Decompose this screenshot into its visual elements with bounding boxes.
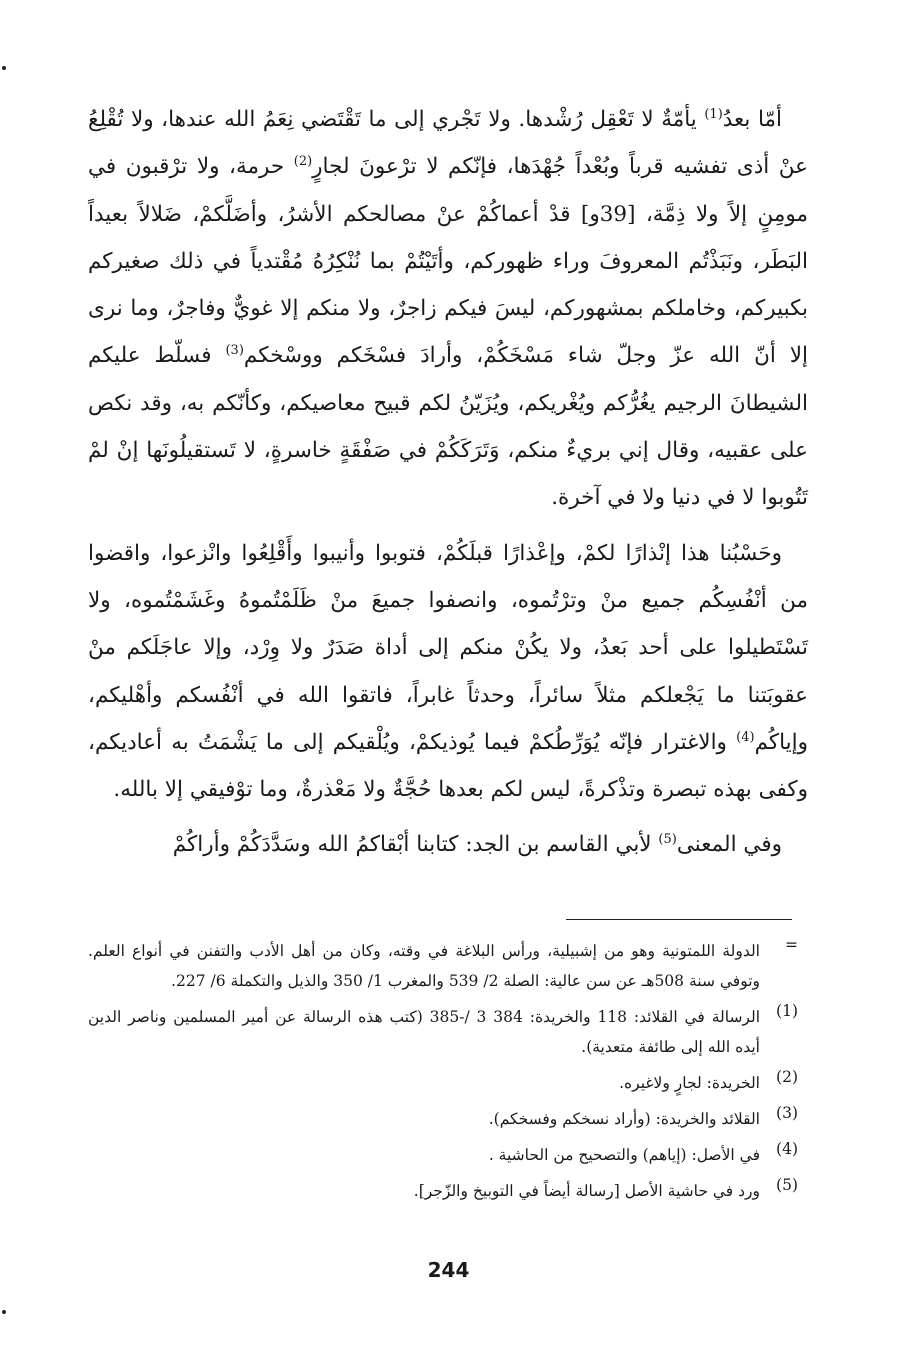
footnote-2 (88, 1068, 808, 1098)
paragraph-1 (88, 96, 808, 522)
footnote-ref-5[interactable]: (5) (658, 832, 677, 848)
footnotes (88, 936, 808, 1212)
text-run: حرمة، ولا ترْقبون في مومِنٍ إلاً ولا ذِمَّة، [39و] قدْ أعماكُمْ عنْ مصالحكم الأشرُ، وأضَلَّكمْ، ضَلالاً بعيداً البَطَر، ونَبَذْتُم المعروفَ وراء ظهوركم، وأتَيْتُمْ بما نُنْكِرُهُ مُقْتدياً في ذلك صغيركم بكبيركم، وخاملكم بمشهوركم، ليسَ فيكم زاجرٌ، ولا منكم إلا غويٌّ وفاجرٌ، وما نرى إلا أنّ الله عزّ وجلّ شاء مَسْخَكُمْ، وأرادَ فسْخَكم ووسْخكم (88, 154, 808, 369)
text-run: لأبي القاسم بن الجد: كتابنا أبْقاكمُ الله وسَدَّدَكُمْ وأراكُمْ (172, 832, 659, 858)
text-run: فسلّط عليكم الشيطانَ الرجيم يغُرُّكم ويُغْريكم، ويُزَيّنُ لكم قبيح معاصيكم، وكأنّكم به، وقد نكص على عقبيه، وقال إني بريءٌ منكم، وَتَرَكَكُمْ في صَفْقَةٍ خاسرةٍ، لا تَستقيلُونَها إنْ لمْ تَتُوبوا لا في دنيا ولا في آخرة. (88, 343, 808, 511)
footnote-number: (3) (776, 1104, 798, 1122)
footnote-ref-2[interactable]: (2) (293, 154, 313, 170)
text-run: وحَسْبُنا هذا إنْذارًا لكمْ، وإعْذارًا قبلَكُمْ، فتوبوا وأنيبوا وأَقْلِعُوا وانْزعوا، واقضوا من أنْفُسِكُم جميع منْ وترْتُموه، وانصفوا جميعَ منْ ظَلَمْتُموهُ وغَشَمْتُموه، ولا تَسْتَطيلوا على أحد بَعدُ، ولا يكُنْ منكم إلى أداة صَدَرٌ ولا وِرْد، وإلا عاجَلَكم منْ عقوبَتنا ما يَجْعلكم مثلاً سائراً، وحدثاً غابراً، فاتقوا الله في أنْفُسكم وأهْليكم، وإياكُم (88, 540, 808, 755)
main-text (88, 96, 808, 869)
footnote-number: (4) (776, 1140, 798, 1158)
footnote-text: الدولة اللمتونية وهو من إشبيلية، ورأس البلاغة في وقته، وكان من أهل الأدب والتفنن في أنواع العلم. وتوفي سنة 508هـ عن سن عالية: الصلة 2/ 539 والمغرب 1/ 350 والذيل والتكملة 6/ 227. (88, 942, 760, 990)
footnote-ref-3[interactable]: (3) (225, 343, 244, 359)
scan-speck (2, 1310, 6, 1314)
footnote-number: (2) (776, 1068, 798, 1086)
footnote-1 (88, 1002, 808, 1062)
footnote-ref-1[interactable]: (1) (704, 106, 723, 122)
text-run: يأمّةٌ لا تَعْقِل رُشْدها. ولا تَجْري إلى ما تَقْتَضي نِعَمُ الله عندها، ولا تُقْلِعُ عنْ أذى تفشيه قرباً وبُعْداً جُهْدَها، فإنّكم لا ترْعونَ لجارٍ (88, 107, 809, 180)
text-run: وفي المعنى (676, 832, 782, 858)
footnote-text: في الأصل: (إياهم) والتصحيح من الحاشية . (488, 1146, 760, 1164)
footnote-5 (88, 1176, 808, 1206)
footnote-3 (88, 1104, 808, 1134)
footnote-text: ورد في حاشية الأصل [رسالة أيضاً في التوبيخ والزّجر]. (413, 1182, 760, 1200)
footnote-number: (5) (776, 1176, 798, 1194)
footnote-text: الخريدة: لجارٍ ولاغيره. (619, 1074, 760, 1092)
scan-speck (2, 66, 6, 70)
footnote-number: = (785, 936, 798, 954)
text-run: أمّا بعدُ (722, 107, 782, 132)
text-run: والاغترار فإنّه يُوَرِّطُكمْ فيما يُوذيكمْ، ويُلْقيكم إلى ما يَشْمَتُ به أعاديكم، وكفى بهذه تبصرة وتذْكرةً، ليس لكم بعدها حُجَّةٌ ولا مَعْذرةٌ، وما توْفيقي إلا بالله. (88, 729, 808, 803)
footnote-text: القلائد والخريدة: (وأراد نسخكم وفسخكم). (488, 1110, 760, 1128)
footnote-continuation (88, 936, 808, 996)
footnote-4 (88, 1140, 808, 1170)
page-number: 244 (427, 1258, 470, 1282)
footnote-divider (566, 919, 792, 920)
footnote-ref-4[interactable]: (4) (736, 729, 755, 745)
paragraph-2 (88, 530, 808, 814)
paragraph-3 (88, 821, 808, 868)
footnote-text: الرسالة في القلائد: 118 والخريدة: 384 3 /-385 (كتب هذه الرسالة عن أمير المسلمين وناصر الدين أيده الله إلى طائفة متعدية). (88, 1008, 761, 1056)
footnote-number: (1) (776, 1002, 798, 1020)
